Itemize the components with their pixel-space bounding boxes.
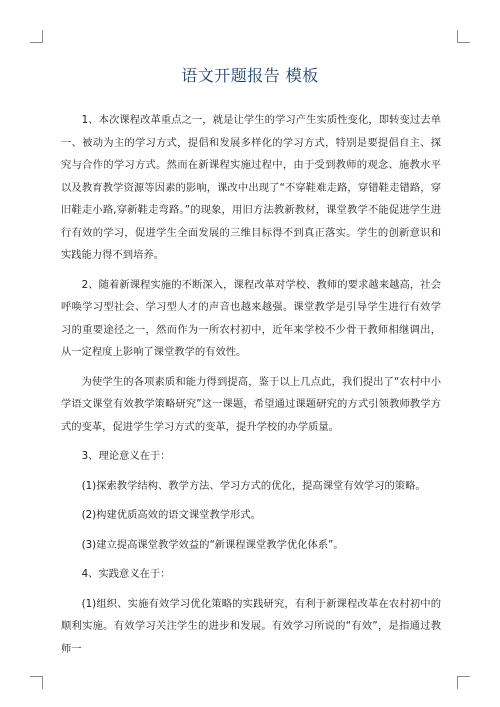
heading-practical-significance: 4、实践意义在于： — [81, 568, 171, 580]
crop-mark-bottom-left — [30, 676, 43, 689]
list-item-theory-3: (3)建立提高课堂教学效益的“新课程课堂教学优化体系”。 — [81, 538, 344, 551]
paragraph-reform-focus: 1、本次课程改革重点之一，就是让学生的学习产生实质性变化，即转变过去单一、被动为主的学习方式，提倡和发展多样化的学习方式，特别是要提倡自主、探究与合作的学习方式。然而在新课程实施过程中，由于受到教师的观念、施教水平以及教育教学资源等因素的影响，课改中出现了“不穿鞋难走路，穿错鞋走错路，穿旧鞋走小路,穿新鞋走弯路。”的现象，用旧方法教新教材，课堂教学不能促进学生进行有效的学习，促进学生全面发展的三维目标得不到真正落实。学生的创新意识和实践能力得不到培养。 — [61, 114, 441, 261]
paragraph-research-topic: 为使学生的各项素质和能力得到提高，鉴于以上几点此，我们提出了“农村中小学语文课堂有效教学策略研究”这一课题，希望通过课题研究的方式引领教师教学方式的变革，促进学生学习方式的变革，提升学校的办学质量。 — [61, 375, 441, 433]
paragraph-curriculum-deepening: 2、随着新课程实施的不断深入，课程改革对学校、教师的要求越来越高，社会呼唤学习型社会、学习型人才的声音也越来越强。课堂教学是引导学生进行有效学习的重要途径之一，然而作为一所农村初中，近年来学校不少骨干教师相继调出，从一定程度上影响了课堂教学的有效性。 — [61, 278, 441, 358]
heading-theoretical-significance: 3、理论意义在于： — [81, 450, 171, 462]
crop-mark-top-right — [457, 30, 470, 43]
crop-mark-top-left — [30, 30, 43, 43]
crop-mark-bottom-right — [457, 676, 470, 689]
list-item-theory-2: (2)构建优质高效的语文课堂教学形式。 — [81, 509, 261, 521]
list-item-practice-1: (1)组织、实施有效学习优化策略的实践研究，有利于新课程改革在农村初中的顺利实施。有效学习关注学生的进步和发展。有效学习所说的“有效”，是指通过教师一 — [61, 597, 441, 655]
document-title: 语文开题报告 模板 — [181, 66, 319, 85]
document-body — [61, 109, 441, 667]
list-item-theory-1: (1)探索教学结构、教学方法、学习方式的优化，提高课堂有效学习的策略。 — [81, 479, 426, 492]
